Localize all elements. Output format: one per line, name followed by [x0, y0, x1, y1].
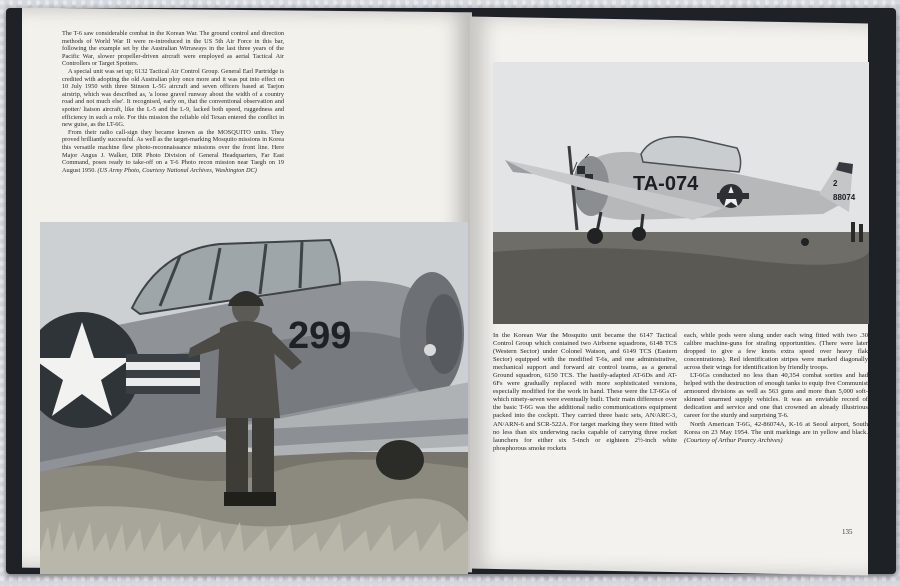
right-column-1-text: In the Korean War the Mosquito unit became the 6147 Tactical Control Group which contained two Airborne squadrons, 6148 TCS (Western Sector) under Colonel Watson, and 6149 TCS (Eastern Sector) equipped with the modified T-6s, and one administrative, mechanical support and forward air control teams, as a general Ground squadron, 6150 TCS. The hastily-adapted AT-6Ds and AT-6Fs were gradually replaced with more sophisticated versions, especially modified for the work in hand. These were the LT-6Gs of which ninety-seven were eventually built. Their main difference over the basic T-6G was the additional radio communications equipment packed into the cockpit. They carried three basic sets, AN/ARC-3, AN/ARN-6 and SCR-522A. For target marking they were fitted with no less than six underwing racks capable of carrying three rocket launchers for either six 5-inch or eighteen 2½-inch white phosphorous smoke rockets	[493, 332, 677, 452]
right-text-column-1	[493, 332, 677, 453]
left-caption-paragraph-1: The T-6 saw considerable combat in the Korean War. The ground control and direction methods of World War II were re-introduced in the US 5th Air Force in this bar, following the example set by the Australian Wirraways in the last three years of the Pacific War, slower propeller-driven aircraft were employed as aerial Tactical Air Controllers or Target Spotters.	[62, 30, 284, 68]
right-credit: (Courtesy of Arthur Pearcy Archives)	[684, 436, 783, 444]
photo-t6-image	[493, 62, 869, 324]
left-caption-paragraph-3: From their radio call-sign they became known as the MOSQUITO units. They proved brilliantly successful. As well as the target-marking Mosquito missions in Korea this versatile machine flew photo-reconnaissance missions over the front line. Here Major Angus J. Walker, DIR Photo Division of General Headquarters, Far East Command, poses ready to take-off on a T-6 Photo recon mission near Taegh on 19 August 1950. (US Army Photo, Courtesy National Archives, Washington DC)	[62, 128, 284, 174]
tail-number-bottom: 88074	[833, 193, 856, 202]
right-column-2c-text: North American T-6G, 42-86074A, K-16 at Seoul airport, South Korea on 23 May 1954. The unit markings are in yellow and black. (Courtesy of Arthur Pearcy Archives)	[684, 420, 868, 444]
fuselage-number: 299	[288, 315, 352, 357]
photo-t6-ta074	[493, 62, 869, 324]
left-caption	[62, 30, 284, 174]
right-text-column-2	[684, 332, 868, 445]
tail-number-top: 2	[833, 179, 838, 188]
left-caption-paragraph-2: A special unit was set up; 6132 Tactical Air Control Group. General Earl Partridge is credited with adopting the old Australian ploy once more and it was put into effect on 10 July 1950 with three Stinson L-5G aircraft and seven officers based at Taejon airstrip, which was described as, 'a loose gravel runway about the width of a country road and not much else'. It recognised, early on, that the conventional observation and spotter/ liaison aircraft, like the L-5 and the L-9, lacked both speed, ruggedness and efficiency in such a role. For this mission the reliable old Texan entered the conflict in new guise, as the LT-6G.	[62, 67, 284, 129]
left-caption-credit: (US Army Photo, Courtesy National Archives, Washington DC)	[97, 166, 257, 174]
photo-pilot-image	[40, 222, 468, 574]
page-number: 135	[842, 528, 853, 536]
photo-pilot-with-t6	[40, 222, 468, 574]
right-column-2-text: each, while pods were slung under each wing fitted with two .30 calibre machine-guns for strafing opportunities. (There were later dropped to give a few knots extra speed over heavy flak concentrations). Red identification stripes were marked diagonally across their wings for identification by friendly troops.	[684, 332, 868, 372]
buzz-number: TA-074	[633, 173, 699, 195]
right-column-2b-text: LT-6Gs conducted no less than 40,354 combat sorties and had helped with the destruction of enough tanks to equip five Communist armoured divisions as well as 563 guns and more than 5,000 soft-skinned unarmed supply vehicles. It was an enviable record of dedication and service and one that crowned an already illustrious career for the sturdy and surprising T-6.	[684, 372, 868, 420]
